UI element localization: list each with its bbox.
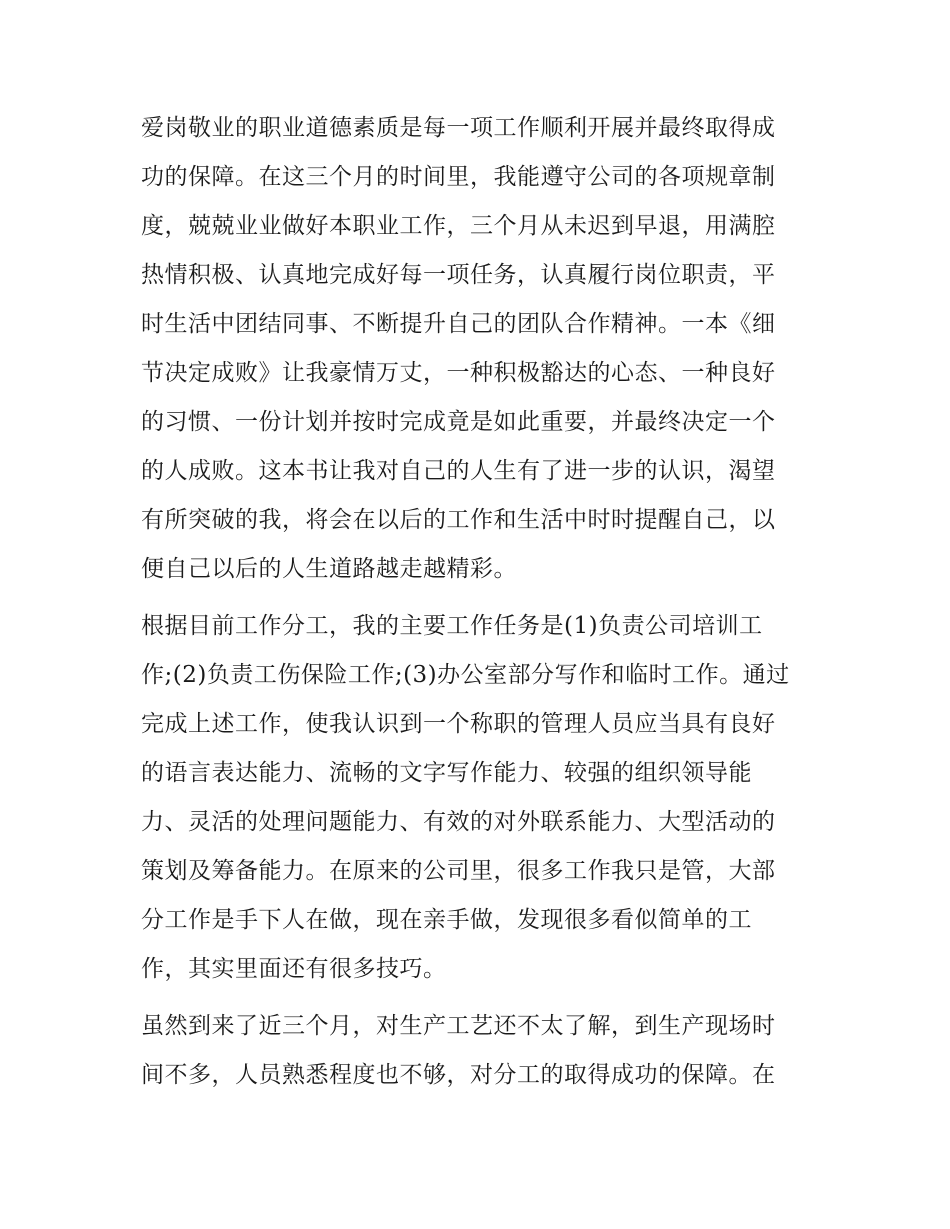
text-line: 节决定成败》让我豪情万丈，一种积极豁达的心态、一种良好 [141,360,776,386]
text-line: 度，兢兢业业做好本职业工作，三个月从未迟到早退，用满腔 [141,213,776,239]
paragraph-2 [141,602,813,994]
text-line: 爱岗敬业的职业道德素质是每一项工作顺利开展并最终取得成 [141,115,776,141]
document-body [141,104,813,1108]
paragraph-3 [141,1002,813,1100]
text-line: 的语言表达能力、流畅的文字写作能力、较强的组织领导能 [141,760,752,786]
text-line: 功的保障。在这三个月的时间里，我能遵守公司的各项规章制 [141,164,776,190]
text-line: 根据目前工作分工，我的主要工作任务是(1)负责公司培训工 [141,613,763,639]
text-line: 热情积极、认真地完成好每一项任务，认真履行岗位职责，平 [141,262,776,288]
text-line: 虽然到来了近三个月，对生产工艺还不太了解，到生产现场时 [141,1013,776,1039]
text-line: 作，其实里面还有很多技巧。 [141,956,447,982]
paragraph-1 [141,104,813,594]
text-line: 的习惯、一份计划并按时完成竟是如此重要，并最终决定一个 [141,409,776,435]
text-line: 的人成败。这本书让我对自己的人生有了进一步的认识，渴望 [141,458,776,484]
text-line: 间不多，人员熟悉程度也不够，对分工的取得成功的保障。在 [141,1062,776,1088]
text-line: 有所突破的我，将会在以后的工作和生活中时时提醒自己，以 [141,507,776,533]
text-line: 分工作是手下人在做，现在亲手做，发现很多看似简单的工 [141,907,752,933]
text-line: 力、灵活的处理问题能力、有效的对外联系能力、大型活动的 [141,809,776,835]
text-line: 完成上述工作，使我认识到一个称职的管理人员应当具有良好 [141,711,776,737]
text-line: 便自己以后的人生道路越走越精彩。 [141,556,517,582]
text-line: 时生活中团结同事、不断提升自己的团队合作精神。一本《细 [141,311,776,337]
text-line: 策划及筹备能力。在原来的公司里，很多工作我只是管，大部 [141,858,776,884]
text-line: 作;(2)负责工伤保险工作;(3)办公室部分写作和临时工作。通过 [141,662,790,688]
